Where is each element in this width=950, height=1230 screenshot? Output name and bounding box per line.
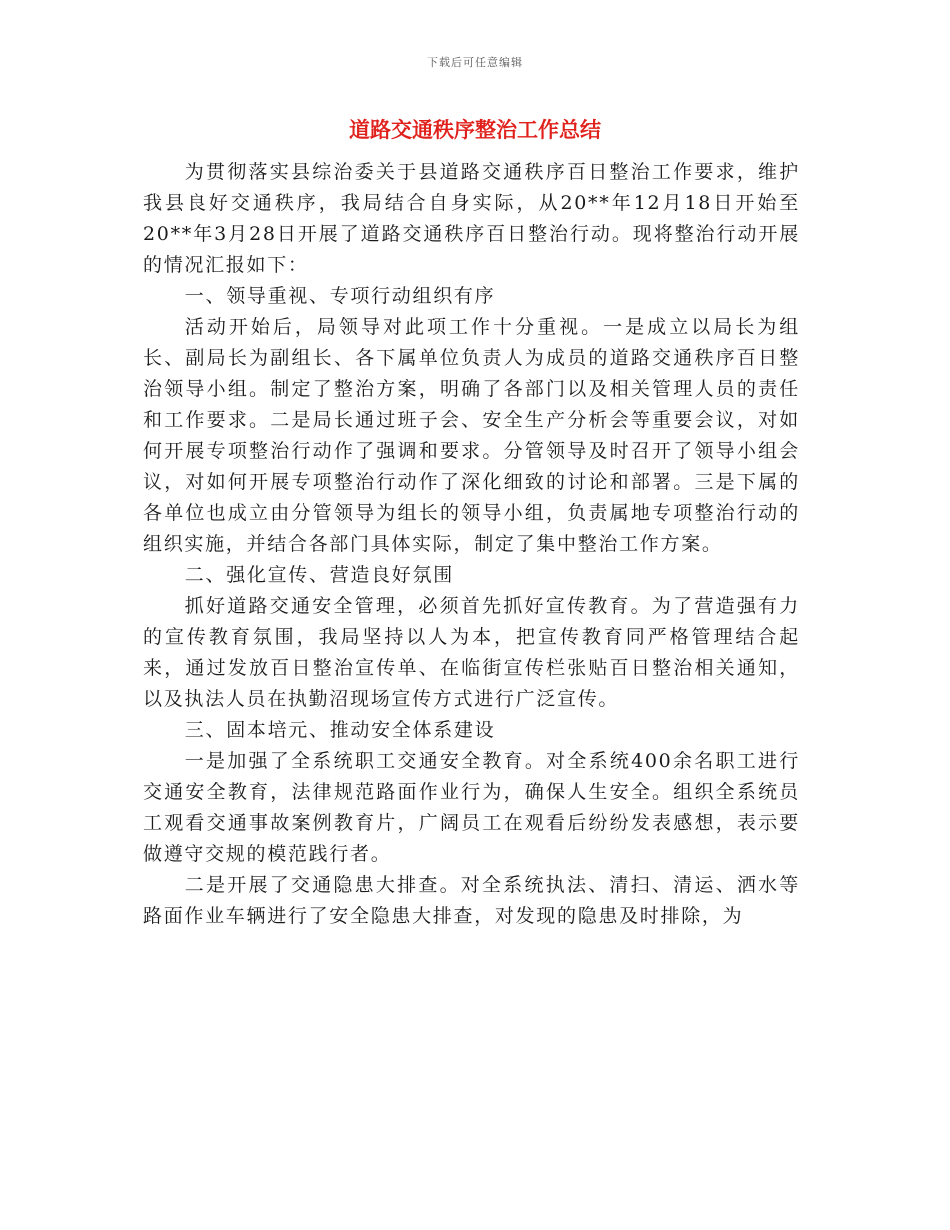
section-heading-1: 一、领导重视、专项行动组织有序 xyxy=(184,285,496,307)
document-body xyxy=(143,157,800,932)
paragraph-section-2: 抓好道路交通安全管理，必须首先抓好宣传教育。为了营造强有力的宣传教育氛围，我局坚持以人为本，把宣传教育同严格管理结合起来，通过发放百日整治宣传单、在临街宣传栏张贴百日整治相关通知，以及执法人员在执勤沼现场宣传方式进行广泛宣传。 xyxy=(143,595,800,710)
paragraph-section-3b: 二是开展了交通隐患大排查。对全系统执法、清扫、清运、洒水等路面作业车辆进行了安全隐患大排查，对发现的隐患及时排除，为 xyxy=(143,874,800,927)
section-heading-2: 二、强化宣传、营造良好氛围 xyxy=(184,564,454,586)
paragraph-intro: 为贯彻落实县综治委关于县道路交通秩序百日整治工作要求，维护我县良好交通秩序，我局结合自身实际，从20**年12月18日开始至20**年3月28日开展了道路交通秩序百日整治行动。现将整治行动开展的情况汇报如下： xyxy=(143,161,800,276)
section-heading-3: 三、固本培元、推动安全体系建设 xyxy=(184,719,496,741)
document-title: 道路交通秩序整治工作总结 xyxy=(349,117,601,142)
paragraph-section-3a: 一是加强了全系统职工交通安全教育。对全系统400余名职工进行交通安全教育，法律规范路面作业行为，确保人生安全。组织全系统员工观看交通事故案例教育片，广阔员工在观看后纷纷发表感想，表示要做遵守交规的模范践行者。 xyxy=(143,750,800,865)
paragraph-section-1: 活动开始后，局领导对此项工作十分重视。一是成立以局长为组长、副局长为副组长、各下属单位负责人为成员的道路交通秩序百日整治领导小组。制定了整治方案，明确了各部门以及相关管理人员的责任和工作要求。二是局长通过班子会、安全生产分析会等重要会议，对如何开展专项整治行动作了强调和要求。分管领导及时召开了领导小组会议，对如何开展专项整治行动作了深化细致的讨论和部署。三是下属的各单位也成立由分管领导为组长的领导小组，负责属地专项整治行动的组织实施，并结合各部门具体实际，制定了集中整治工作方案。 xyxy=(143,316,800,555)
page-header-note: 下载后可任意编辑 xyxy=(427,56,523,69)
